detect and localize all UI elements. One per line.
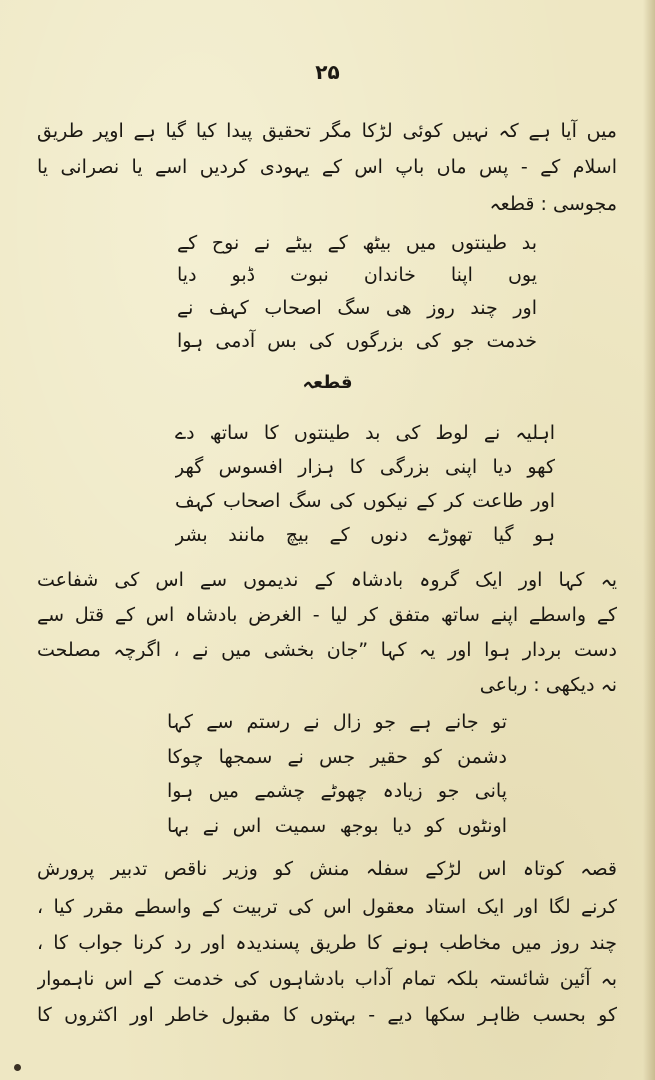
page-edge-shadow (643, 0, 655, 1080)
verse-line: ہو گیا تھوڑے دنوں کے بیچ مانند بشر (175, 524, 555, 546)
section-heading: قطعہ (302, 372, 353, 393)
verse-line: اونٹوں کو دیا بوجھ سمیت اس نے بہا (167, 815, 507, 837)
paragraph-line: دست بردار ہوا اور یہ کہا ”جان بخشی میں نے ، اگرچہ مصلحت (37, 639, 617, 661)
ink-speck (14, 1064, 21, 1071)
verse-line: اور طاعت کر کے نیکوں کی سگ اصحاب کہف (175, 490, 555, 512)
paragraph-line: اسلام کے - پس ماں باپ اس کے یہودی کردیں اسے یا نصرانی یا (37, 156, 617, 178)
verse-line: یوں اپنا خاندان نبوت ڈبو دیا (177, 264, 537, 286)
paragraph-line: میں آیا ہے کہ نہیں کوئی لڑکا مگر تحقیق پیدا کیا گیا ہے اوپر طریق (37, 120, 617, 142)
verse-line: بد طینتوں میں بیٹھ کے بیٹے نے نوح کے (177, 232, 537, 254)
verse-line: اور چند روز ھی سگ اصحاب کہف نے (177, 297, 537, 319)
verse-line: تو جانے ہے جو زال نے رستم سے کہا (167, 711, 507, 733)
paragraph-line: کرنے لگا اور ایک استاد معقول اس کی تربیت کے واسطے مقرر کیا ، (37, 896, 617, 918)
verse-line: اہلیہ نے لوط کی بد طینتوں کا ساتھ دے (175, 422, 555, 444)
paragraph-line: نہ دیکھی : رباعی (479, 674, 617, 696)
verse-line: دشمن کو حقیر جس نے سمجھا چوکا (167, 746, 507, 768)
page-number: ۲۵ (315, 60, 340, 84)
paragraph-line: چند روز میں مخاطب ہونے کا طریق پسندیدہ اور رد کرنا جواب کا ، (37, 932, 617, 954)
verse-line: پانی جو زیادہ چھوٹے چشمے میں ہوا (167, 780, 507, 802)
paragraph-line: کو بحسب ظاہر سکھا دیے - بہتوں کا مقبول خاطر اور اکثروں کا (37, 1004, 617, 1026)
verse-line: خدمت جو کی بزرگوں کی بس آدمی ہوا (177, 330, 537, 352)
paragraph-line: یہ کہا اور ایک گروہ بادشاہ کے ندیموں سے اس کی شفاعت (37, 569, 617, 591)
paragraph-line: قصہ کوتاہ اس لڑکے سفلہ منش کو وزیر ناقص تدبیر پرورش (37, 858, 617, 880)
paragraph-line: کے واسطے اپنے ساتھ متفق کر لیا - الغرض بادشاہ اس کے قتل سے (37, 604, 617, 626)
paragraph-line: بہ آئین شائستہ بلکہ تمام آداب بادشاہوں کی خدمت کے اس ناہموار (37, 968, 617, 990)
paragraph-line: مجوسی : قطعہ (489, 193, 617, 215)
verse-line: کھو دیا اپنی بزرگی کا ہزار افسوس گھر (175, 456, 555, 478)
